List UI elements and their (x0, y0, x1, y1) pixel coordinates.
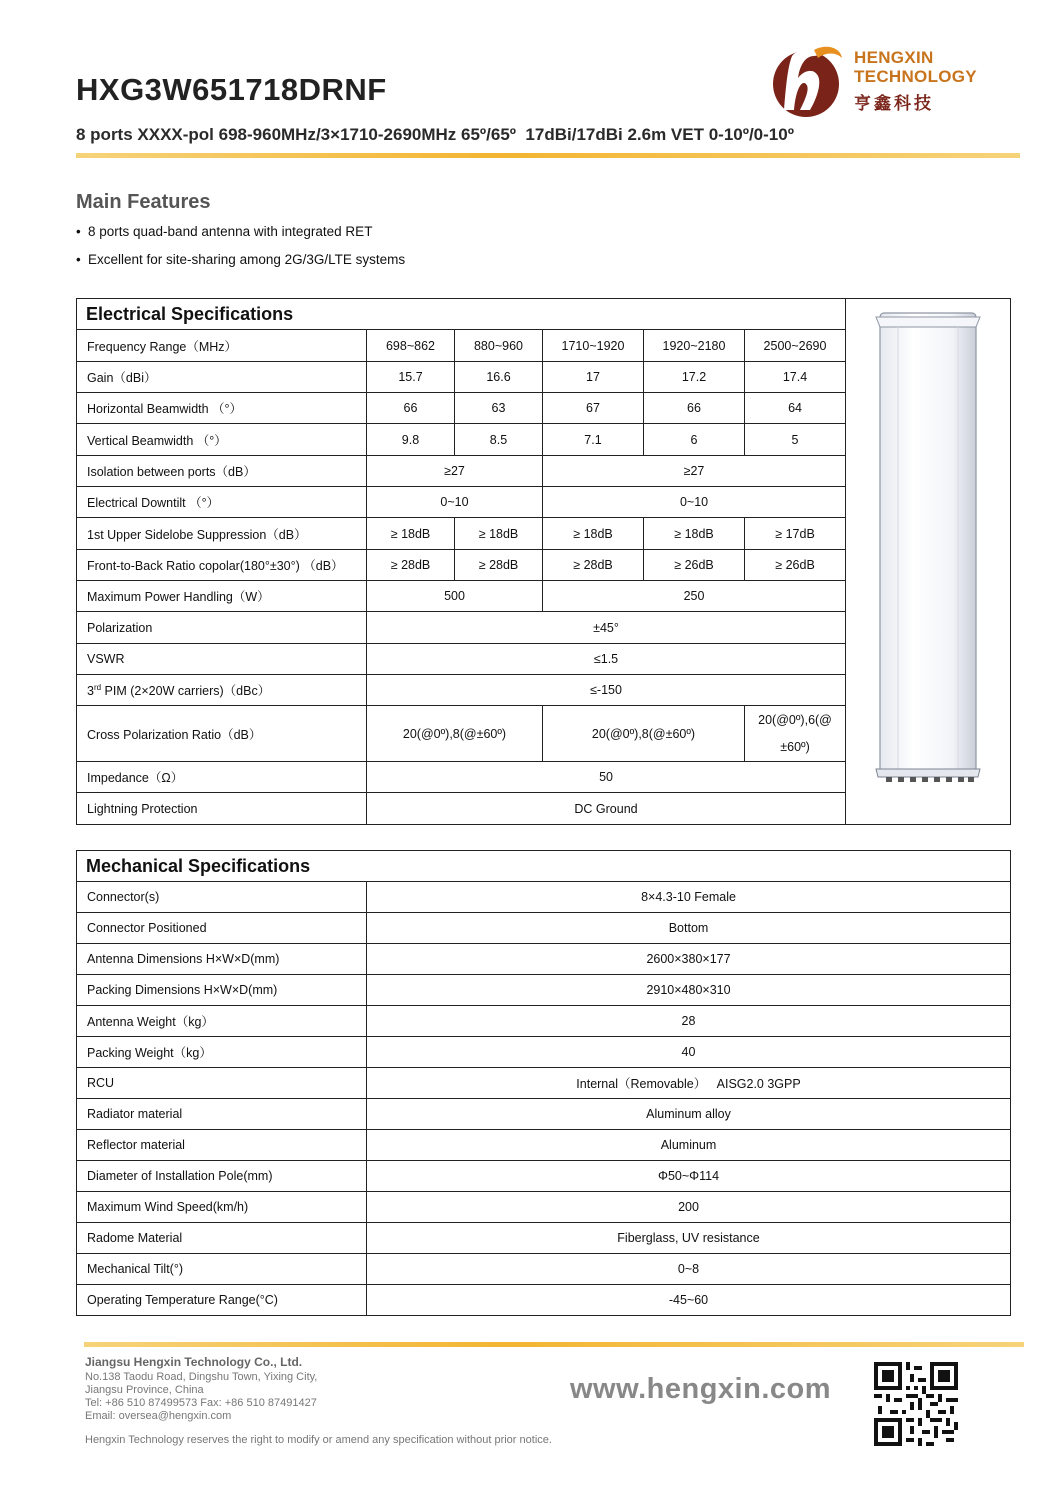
brand-name-line2: TECHNOLOGY (854, 67, 977, 86)
spec-label-frequency: Frequency Range（MHz） (77, 330, 367, 361)
band-cell: 2500~2690 (745, 330, 846, 361)
polarization-value: ±45° (367, 612, 846, 643)
footer-address: No.138 Taodu Road, Dingshu Town, Yixing City, (85, 1371, 318, 1383)
antenna-image-cell (846, 299, 1011, 825)
electrical-spec-heading: Electrical Specifications (77, 299, 846, 330)
logo-h-icon (770, 44, 846, 118)
table-row (77, 1223, 1011, 1254)
spec-label: Operating Temperature Range(°C) (77, 1285, 367, 1316)
spec-value: Fiberglass, UV resistance (367, 1223, 1011, 1254)
product-model-title: HXG3W651718DRNF (76, 72, 387, 107)
table-row (77, 944, 1011, 975)
table-row (77, 975, 1011, 1006)
vbw-cell: 9.8 (367, 424, 455, 455)
table-row (77, 1254, 1011, 1285)
antenna-product-image (846, 299, 1011, 821)
downtilt-cell: 0~10 (543, 487, 846, 518)
spec-label: Mechanical Tilt(°) (77, 1254, 367, 1285)
spec-label: Antenna Dimensions H×W×D(mm) (77, 944, 367, 975)
footer-divider (84, 1342, 1024, 1347)
ftb-cell: ≥ 28dB (455, 549, 543, 580)
spec-label-horizontal-beamwidth: Horizontal Beamwidth （°） (77, 393, 367, 424)
spec-label-polarization: Polarization (77, 612, 367, 643)
hbw-cell: 67 (543, 393, 644, 424)
xpol-cell: 20(@0º),6(@ ±60º) (745, 706, 846, 762)
isolation-cell: ≥27 (367, 455, 543, 486)
spec-label: Radiator material (77, 1099, 367, 1130)
header-divider (76, 153, 1020, 158)
spec-label: Packing Weight（kg） (77, 1037, 367, 1068)
hbw-cell: 63 (455, 393, 543, 424)
table-row (77, 1130, 1011, 1161)
table-row (77, 1099, 1011, 1130)
sidelobe-cell: ≥ 18dB (543, 518, 644, 549)
spec-label-front-to-back: Front-to-Back Ratio copolar(180°±30°) （dB） (77, 549, 367, 580)
gain-cell: 15.7 (367, 361, 455, 392)
band-cell: 880~960 (455, 330, 543, 361)
product-subtitle: 8 ports XXXX-pol 698-960MHz/3×1710-2690MHz 65º/65º 17dBi/17dBi 2.6m VET 0-10º/0-10º (76, 125, 794, 144)
spec-label-impedance: Impedance（Ω） (77, 762, 367, 793)
table-row (77, 1192, 1011, 1223)
feature-item: • 8 ports quad-band antenna with integrated RET (76, 224, 373, 239)
table-row (77, 1068, 1011, 1099)
ftb-cell: ≥ 28dB (543, 549, 644, 580)
spec-label-lightning: Lightning Protection (77, 793, 367, 825)
table-row (77, 882, 1011, 913)
vbw-cell: 5 (745, 424, 846, 455)
spec-value: 200 (367, 1192, 1011, 1223)
vswr-value: ≤1.5 (367, 643, 846, 674)
spec-value: Internal（Removable） AISG2.0 3GPP (367, 1068, 1011, 1099)
footer-disclaimer: Hengxin Technology reserves the right to modify or amend any specification without prior notice. (85, 1434, 552, 1446)
spec-label: Diameter of Installation Pole(mm) (77, 1161, 367, 1192)
vbw-cell: 7.1 (543, 424, 644, 455)
footer-company: Jiangsu Hengxin Technology Co., Ltd. (85, 1355, 303, 1369)
band-cell: 1710~1920 (543, 330, 644, 361)
footer-email[interactable]: Email: oversea@hengxin.com (85, 1410, 232, 1422)
hbw-cell: 64 (745, 393, 846, 424)
spec-label: Maximum Wind Speed(km/h) (77, 1192, 367, 1223)
spec-label: Connector(s) (77, 882, 367, 913)
table-row (77, 1037, 1011, 1068)
spec-label-power: Maximum Power Handling（W） (77, 581, 367, 612)
sidelobe-cell: ≥ 18dB (367, 518, 455, 549)
spec-label: Connector Positioned (77, 913, 367, 944)
xpol-cell: 20(@0º),8(@±60º) (367, 706, 543, 762)
brand-name-line1: HENGXIN (854, 48, 934, 67)
isolation-cell: ≥27 (543, 455, 846, 486)
spec-value: 28 (367, 1006, 1011, 1037)
spec-value: 2600×380×177 (367, 944, 1011, 975)
spec-label: RCU (77, 1068, 367, 1099)
table-row (77, 1006, 1011, 1037)
spec-value: Aluminum (367, 1130, 1011, 1161)
band-cell: 698~862 (367, 330, 455, 361)
footer-phone: Tel: +86 510 87499573 Fax: +86 510 87491427 (85, 1397, 317, 1409)
spec-value: Bottom (367, 913, 1011, 944)
sidelobe-cell: ≥ 18dB (644, 518, 745, 549)
band-cell: 1920~2180 (644, 330, 745, 361)
mechanical-spec-heading: Mechanical Specifications (77, 851, 1011, 882)
gain-cell: 17.4 (745, 361, 846, 392)
spec-label-pim: 3rd PIM (2×20W carriers)（dBc） (77, 675, 367, 706)
power-cell: 500 (367, 581, 543, 612)
spec-value: Aluminum alloy (367, 1099, 1011, 1130)
sidelobe-cell: ≥ 18dB (455, 518, 543, 549)
spec-value: Φ50~Φ114 (367, 1161, 1011, 1192)
mechanical-spec-table (76, 850, 1011, 1316)
main-features-heading: Main Features (76, 191, 211, 213)
vbw-cell: 6 (644, 424, 745, 455)
gain-cell: 17.2 (644, 361, 745, 392)
hbw-cell: 66 (644, 393, 745, 424)
spec-label-isolation: Isolation between ports（dB） (77, 455, 367, 486)
impedance-value: 50 (367, 762, 846, 793)
company-logo (770, 44, 985, 118)
gain-cell: 17 (543, 361, 644, 392)
website-link[interactable]: www.hengxin.com (570, 1373, 832, 1405)
feature-item: • Excellent for site-sharing among 2G/3G/LTE systems (76, 252, 406, 267)
spec-label: Antenna Weight（kg） (77, 1006, 367, 1037)
spec-value: 0~8 (367, 1254, 1011, 1285)
power-cell: 250 (543, 581, 846, 612)
pim-value: ≤-150 (367, 675, 846, 706)
vbw-cell: 8.5 (455, 424, 543, 455)
brand-name-chinese: 亨鑫科技 (854, 94, 934, 114)
electrical-spec-table (76, 298, 1011, 825)
xpol-cell: 20(@0º),8(@±60º) (543, 706, 745, 762)
ftb-cell: ≥ 26dB (644, 549, 745, 580)
spec-label: Radome Material (77, 1223, 367, 1254)
spec-label: Packing Dimensions H×W×D(mm) (77, 975, 367, 1006)
qr-code-icon (874, 1362, 958, 1446)
ftb-cell: ≥ 26dB (745, 549, 846, 580)
table-row (77, 1285, 1011, 1316)
spec-value: 2910×480×310 (367, 975, 1011, 1006)
spec-label-vswr: VSWR (77, 643, 367, 674)
spec-label-sidelobe: 1st Upper Sidelobe Suppression（dB） (77, 518, 367, 549)
spec-value: 8×4.3-10 Female (367, 882, 1011, 913)
spec-label: Reflector material (77, 1130, 367, 1161)
spec-label-gain: Gain（dBi） (77, 361, 367, 392)
spec-label-downtilt: Electrical Downtilt （°） (77, 487, 367, 518)
downtilt-cell: 0~10 (367, 487, 543, 518)
spec-value: -45~60 (367, 1285, 1011, 1316)
lightning-value: DC Ground (367, 793, 846, 825)
gain-cell: 16.6 (455, 361, 543, 392)
table-row (77, 1161, 1011, 1192)
spec-label-cross-polarization: Cross Polarization Ratio（dB） (77, 706, 367, 762)
footer-address: Jiangsu Province, China (85, 1384, 204, 1396)
sidelobe-cell: ≥ 17dB (745, 518, 846, 549)
table-row (77, 913, 1011, 944)
spec-value: 40 (367, 1037, 1011, 1068)
spec-label-vertical-beamwidth: Vertical Beamwidth （°） (77, 424, 367, 455)
ftb-cell: ≥ 28dB (367, 549, 455, 580)
hbw-cell: 66 (367, 393, 455, 424)
